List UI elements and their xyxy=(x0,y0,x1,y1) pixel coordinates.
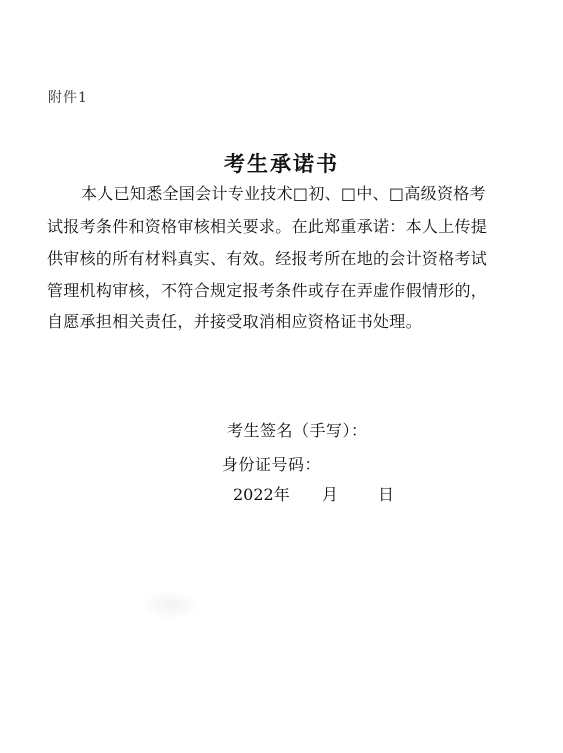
paragraph-line: 本人已知悉全国会计专业技术□初、□中、□高级资格考 xyxy=(81,184,486,203)
date-line xyxy=(233,482,394,505)
paragraph-line: 管理机构审核，不符合规定报考条件或存在弄虚作假情形的， xyxy=(47,281,488,300)
date-month: 月 xyxy=(322,485,339,504)
paragraph-line: 供审核的所有材料真实、有效。经报考所在地的会计资格考试 xyxy=(47,249,488,268)
date-year: 2022年 xyxy=(233,485,290,504)
document-title: 考生承诺书 xyxy=(224,151,339,176)
id-number-label: 身份证号码： xyxy=(222,455,322,474)
attachment-label: 附件1 xyxy=(48,90,88,106)
scan-smudge xyxy=(140,590,200,620)
paragraph-line: 试报考条件和资格审核相关要求。在此郑重承诺：本人上传提 xyxy=(47,217,488,236)
signature-label: 考生签名（手写）： xyxy=(227,421,368,440)
date-day: 日 xyxy=(378,485,395,504)
paragraph-line: 自愿承担相关责任，并接受取消相应资格证书处理。 xyxy=(47,312,422,331)
